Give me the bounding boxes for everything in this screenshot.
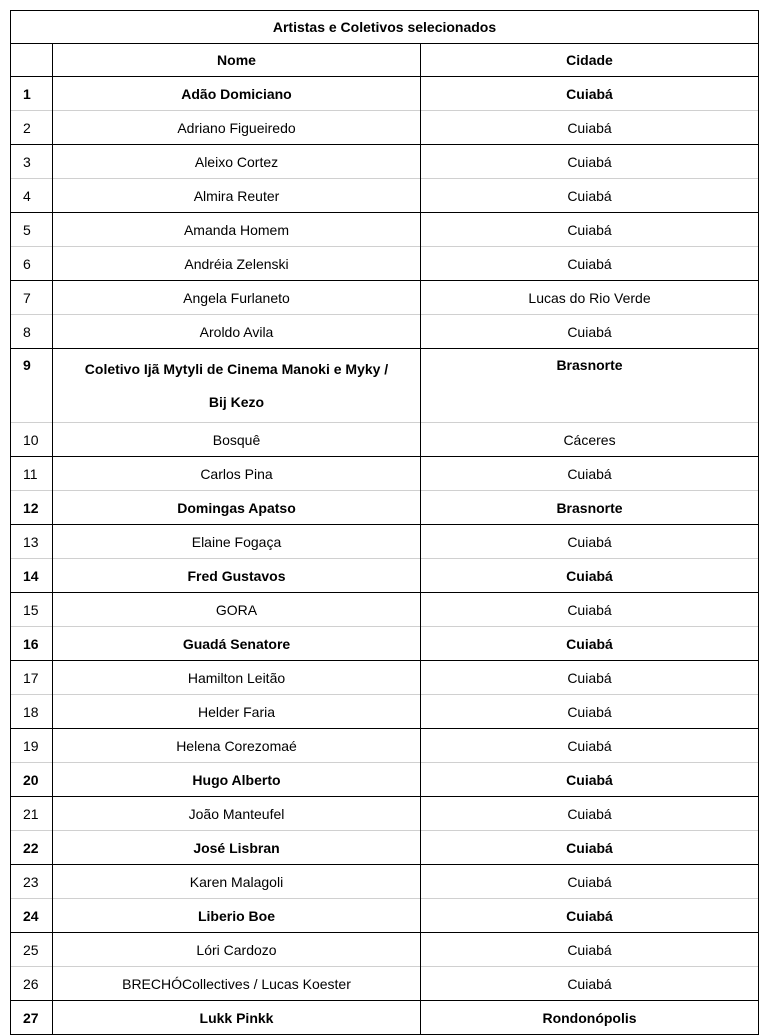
row-name xyxy=(53,349,421,423)
table-row xyxy=(11,933,759,967)
row-number: 25 xyxy=(11,933,53,967)
table-row xyxy=(11,349,759,423)
table-row xyxy=(11,729,759,763)
row-number: 9 xyxy=(11,349,53,423)
table-row xyxy=(11,179,759,213)
table-row xyxy=(11,281,759,315)
row-number: 6 xyxy=(11,247,53,281)
row-city: Cuiabá xyxy=(421,111,759,145)
row-number: 24 xyxy=(11,899,53,933)
row-name: Elaine Fogaça xyxy=(53,525,421,559)
row-number: 12 xyxy=(11,491,53,525)
row-name: Helder Faria xyxy=(53,695,421,729)
row-name: Angela Furlaneto xyxy=(53,281,421,315)
row-name: Karen Malagoli xyxy=(53,865,421,899)
row-city: Rondonópolis xyxy=(421,1001,759,1035)
row-city: Cuiabá xyxy=(421,77,759,111)
table-row xyxy=(11,831,759,865)
table-row xyxy=(11,457,759,491)
row-city: Cuiabá xyxy=(421,899,759,933)
row-city: Cuiabá xyxy=(421,213,759,247)
table-row xyxy=(11,593,759,627)
table-row xyxy=(11,525,759,559)
row-city: Cuiabá xyxy=(421,695,759,729)
row-number: 22 xyxy=(11,831,53,865)
row-number: 8 xyxy=(11,315,53,349)
table-row xyxy=(11,797,759,831)
row-number: 2 xyxy=(11,111,53,145)
row-number: 27 xyxy=(11,1001,53,1035)
row-name: Aleixo Cortez xyxy=(53,145,421,179)
table-row xyxy=(11,491,759,525)
row-name: Guadá Senatore xyxy=(53,627,421,661)
table-row xyxy=(11,1001,759,1035)
row-name: Andréia Zelenski xyxy=(53,247,421,281)
table-row xyxy=(11,967,759,1001)
table-title-row xyxy=(11,11,759,44)
artists-table xyxy=(10,10,759,1035)
row-city: Cuiabá xyxy=(421,247,759,281)
row-city: Cuiabá xyxy=(421,593,759,627)
row-name: José Lisbran xyxy=(53,831,421,865)
row-city: Cuiabá xyxy=(421,559,759,593)
table-row xyxy=(11,559,759,593)
row-number: 17 xyxy=(11,661,53,695)
row-number: 14 xyxy=(11,559,53,593)
row-name-line: Bij Kezo xyxy=(208,393,265,410)
row-city: Lucas do Rio Verde xyxy=(421,281,759,315)
table-title: Artistas e Coletivos selecionados xyxy=(11,11,759,44)
row-city: Cuiabá xyxy=(421,865,759,899)
row-city: Cuiabá xyxy=(421,315,759,349)
row-city: Cáceres xyxy=(421,423,759,457)
row-city: Cuiabá xyxy=(421,797,759,831)
row-name: Hamilton Leitão xyxy=(53,661,421,695)
header-name: Nome xyxy=(53,44,421,77)
row-name: Almira Reuter xyxy=(53,179,421,213)
table-row xyxy=(11,763,759,797)
row-name: Bosquê xyxy=(53,423,421,457)
table-row xyxy=(11,661,759,695)
header-city: Cidade xyxy=(421,44,759,77)
row-city: Cuiabá xyxy=(421,661,759,695)
row-city: Cuiabá xyxy=(421,627,759,661)
table-row xyxy=(11,899,759,933)
table-row xyxy=(11,247,759,281)
row-number: 7 xyxy=(11,281,53,315)
row-name: Hugo Alberto xyxy=(53,763,421,797)
row-city: Cuiabá xyxy=(421,179,759,213)
row-name-line: Coletivo Ijã Mytyli de Cinema Manoki e Myky / xyxy=(84,360,389,377)
row-name: Domingas Apatso xyxy=(53,491,421,525)
row-number: 1 xyxy=(11,77,53,111)
row-city: Cuiabá xyxy=(421,933,759,967)
table-row xyxy=(11,145,759,179)
header-number xyxy=(11,44,53,77)
row-name: Amanda Homem xyxy=(53,213,421,247)
table-row xyxy=(11,77,759,111)
table-row xyxy=(11,423,759,457)
row-number: 16 xyxy=(11,627,53,661)
row-number: 4 xyxy=(11,179,53,213)
row-city: Cuiabá xyxy=(421,967,759,1001)
row-city: Cuiabá xyxy=(421,145,759,179)
row-number: 26 xyxy=(11,967,53,1001)
row-name: Liberio Boe xyxy=(53,899,421,933)
row-name: Adriano Figueiredo xyxy=(53,111,421,145)
row-name: BRECHÓCollectives / Lucas Koester xyxy=(53,967,421,1001)
row-number: 20 xyxy=(11,763,53,797)
row-number: 13 xyxy=(11,525,53,559)
table-row xyxy=(11,627,759,661)
row-city: Cuiabá xyxy=(421,457,759,491)
row-name: Aroldo Avila xyxy=(53,315,421,349)
row-name: Fred Gustavos xyxy=(53,559,421,593)
row-city: Cuiabá xyxy=(421,525,759,559)
row-number: 21 xyxy=(11,797,53,831)
row-name: Lukk Pinkk xyxy=(53,1001,421,1035)
row-number: 18 xyxy=(11,695,53,729)
row-number: 19 xyxy=(11,729,53,763)
row-number: 11 xyxy=(11,457,53,491)
row-city: Cuiabá xyxy=(421,729,759,763)
table-row xyxy=(11,111,759,145)
row-number: 5 xyxy=(11,213,53,247)
row-city: Cuiabá xyxy=(421,831,759,865)
table-row xyxy=(11,695,759,729)
row-name: Adão Domiciano xyxy=(53,77,421,111)
row-city: Cuiabá xyxy=(421,763,759,797)
row-name: Helena Corezomaé xyxy=(53,729,421,763)
row-number: 3 xyxy=(11,145,53,179)
row-name: Lóri Cardozo xyxy=(53,933,421,967)
row-city: Brasnorte xyxy=(421,349,759,423)
table-row xyxy=(11,865,759,899)
table-row xyxy=(11,213,759,247)
row-number: 15 xyxy=(11,593,53,627)
row-name: João Manteufel xyxy=(53,797,421,831)
table-row xyxy=(11,315,759,349)
row-name: GORA xyxy=(53,593,421,627)
table-header-row xyxy=(11,44,759,77)
row-number: 23 xyxy=(11,865,53,899)
row-number: 10 xyxy=(11,423,53,457)
row-name: Carlos Pina xyxy=(53,457,421,491)
row-city: Brasnorte xyxy=(421,491,759,525)
